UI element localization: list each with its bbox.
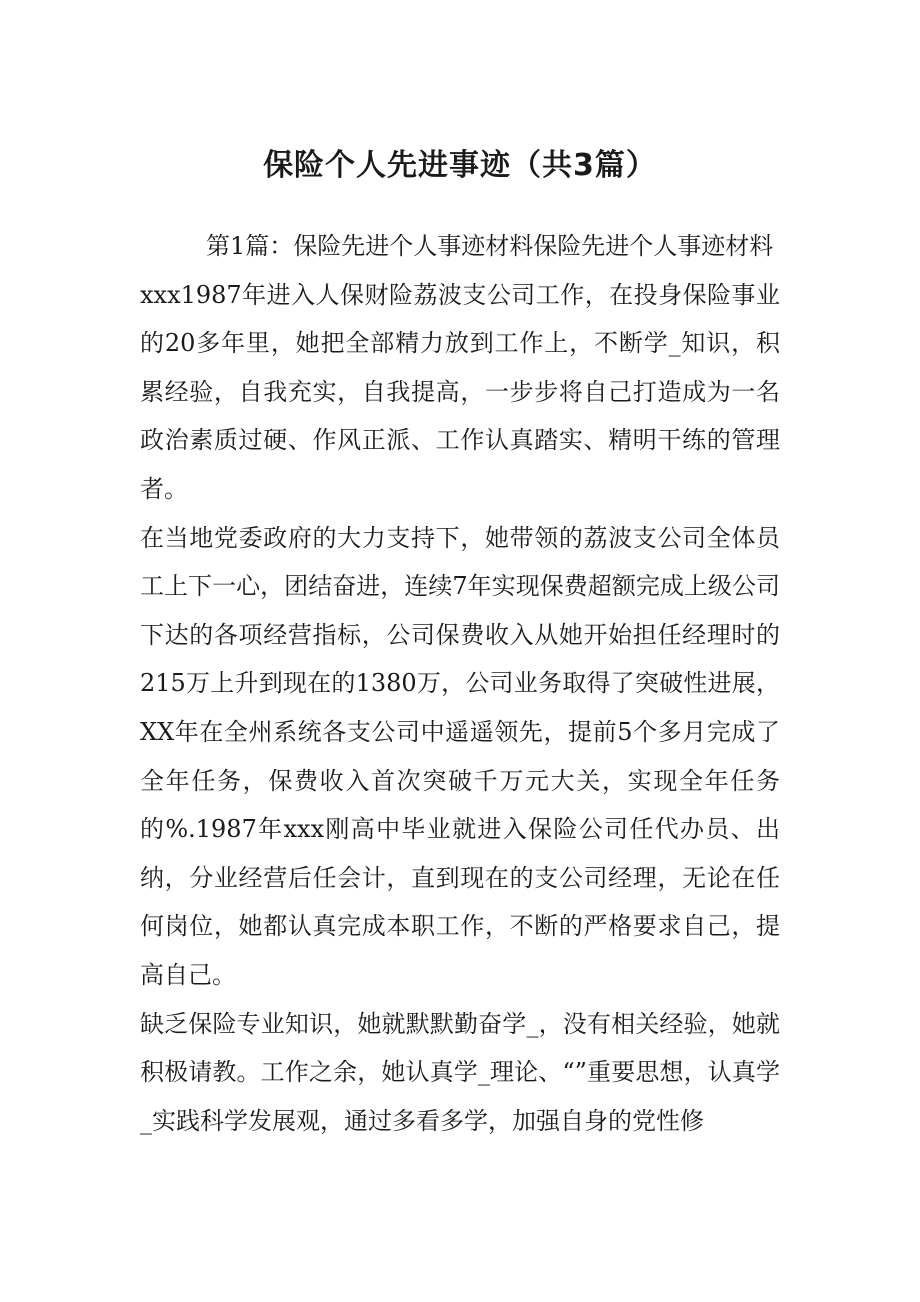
paragraph: 在当地党委政府的大力支持下，她带领的荔波支公司全体员工上下一心，团结奋进，连续7年实现保费超额完成上级公司下达的各项经营指标，公司保费收入从她开始担任经理时的215万上升到现在的1380万，公司业务取得了突破性进展，XX年在全州系统各支公司中遥遥领先，提前5个多月完成了全年任务，保费收入首次突破千万元大关，实现全年任务的%.1987年xxx刚高中毕业就进入保险公司任代办员、出纳，分业经营后任会计，直到现在的支公司经理，无论在任何岗位，她都认真完成本职工作，不断的严格要求自己，提高自己。 bbox=[140, 523, 780, 989]
document-body bbox=[140, 222, 780, 1145]
paragraph-section-heading: 第1篇：保险先进个人事迹材料保险先进个人事迹材料 bbox=[206, 232, 774, 260]
paragraph: 缺乏保险专业知识，她就默默勤奋学_，没有相关经验，她就积极请教。工作之余，她认真学_理论、“”重要思想，认真学_实践科学发展观，通过多看多学，加强自身的党性修 bbox=[140, 1009, 780, 1135]
document-title: 保险个人先进事迹（共3篇） bbox=[263, 148, 657, 183]
paragraph: xxx1987年进入人保财险荔波支公司工作，在投身保险事业的20多年里，她把全部精力放到工作上，不断学_知识，积累经验，自我充实，自我提高，一步步将自己打造成为一名政治素质过硬、作风正派、工作认真踏实、精明干练的管理者。 bbox=[140, 280, 780, 503]
